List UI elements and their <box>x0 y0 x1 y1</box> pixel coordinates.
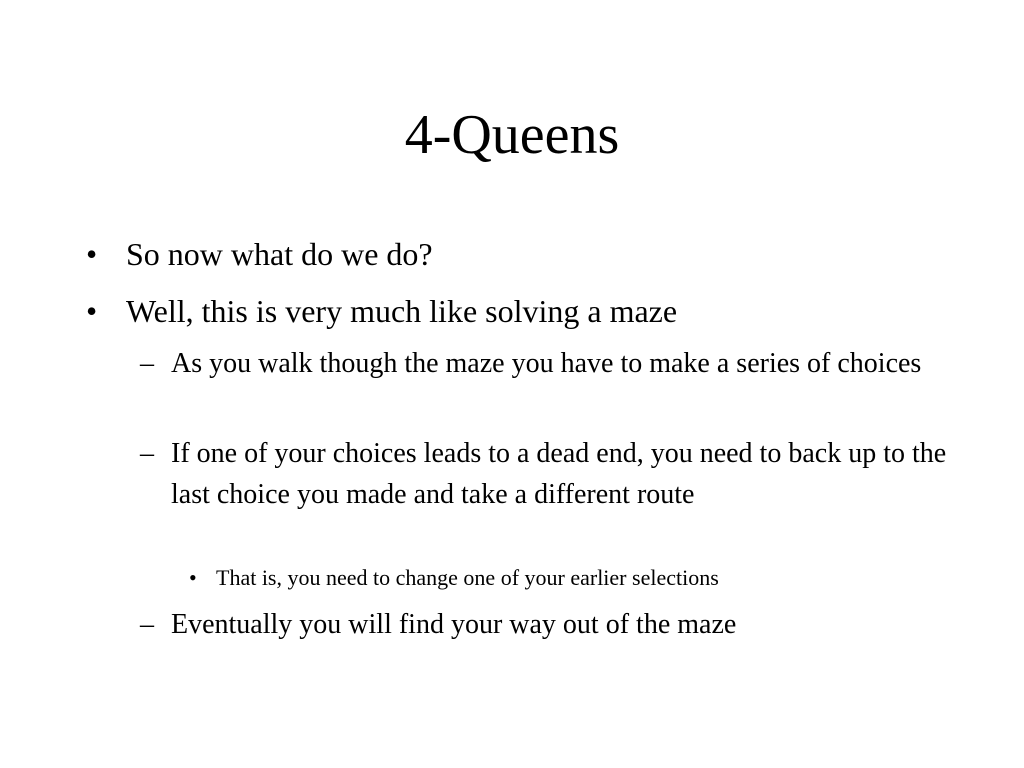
sub-bullet-text: Eventually you will find your way out of the maze <box>171 609 737 640</box>
bullet-text: So now what do we do? <box>126 236 433 272</box>
sub-bullet-text: As you walk though the maze you have to make a series of choices <box>171 348 922 379</box>
slide-title: 4-Queens <box>404 104 620 166</box>
sub-sub-bullet-marker: • <box>189 565 197 590</box>
bullet-text: Well, this is very much like solving a maze <box>126 293 678 329</box>
sub-bullet-marker: – <box>140 609 154 640</box>
sub-sub-bullet-text: That is, you need to change one of your earlier selections <box>216 565 719 590</box>
sub-bullet-text: If one of your choices leads to a dead end, you need to back up to the last choice you made and take a different route <box>171 438 947 510</box>
sub-bullet-marker: – <box>140 348 154 379</box>
sub-bullet-marker: – <box>140 438 154 469</box>
bullet-marker: • <box>86 236 98 272</box>
bullet-marker: • <box>86 293 98 329</box>
